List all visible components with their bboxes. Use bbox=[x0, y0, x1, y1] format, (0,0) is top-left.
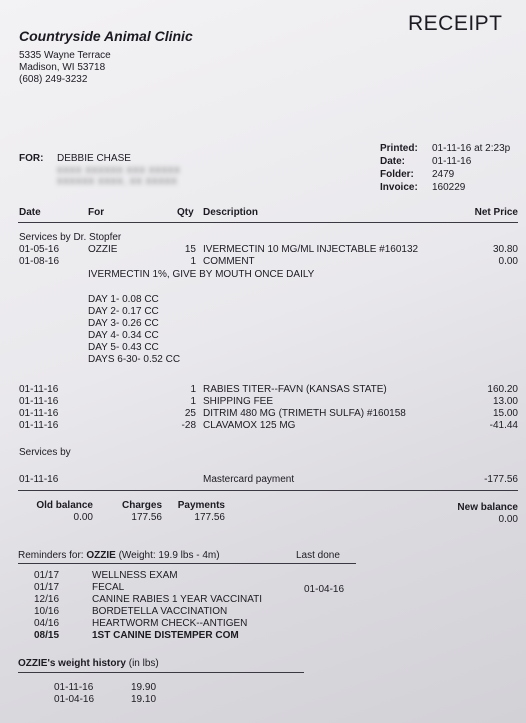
payments-label: Payments bbox=[177, 500, 225, 511]
row-date: 01-05-16 bbox=[19, 244, 60, 255]
dosing-line: DAY 2- 0.17 CC bbox=[88, 306, 159, 317]
weight-date: 01-11-16 bbox=[54, 682, 94, 693]
reminder-name: HEARTWORM CHECK--ANTIGEN bbox=[92, 618, 248, 629]
row-date: 01-11-16 bbox=[19, 474, 59, 485]
row-date: 01-11-16 bbox=[19, 420, 59, 431]
reminder-name: WELLNESS EXAM bbox=[92, 570, 178, 581]
section-heading: Services by Dr. Stopfer bbox=[19, 232, 122, 243]
dosing-line: DAYS 6-30- 0.52 CC bbox=[88, 354, 181, 365]
row-qty: 1 bbox=[190, 256, 196, 267]
reminder-name: 1ST CANINE DISTEMPER COM bbox=[92, 630, 239, 641]
clinic-phone: (608) 249-3232 bbox=[19, 74, 88, 85]
customer-address-redacted-line1: XXXX XXXXXX XXX XXXXX bbox=[57, 166, 181, 175]
row-price: 13.00 bbox=[492, 396, 518, 407]
row-description: COMMENT bbox=[203, 256, 255, 267]
weight-history-divider bbox=[18, 672, 304, 673]
printed-label: Printed: bbox=[380, 143, 418, 154]
row-price: 30.80 bbox=[492, 244, 518, 255]
clinic-name: Countryside Animal Clinic bbox=[19, 28, 193, 44]
reminders-weight: (Weight: 19.9 lbs - 4m) bbox=[118, 550, 220, 561]
row-qty: 1 bbox=[190, 384, 196, 395]
row-description: CLAVAMOX 125 MG bbox=[203, 420, 296, 431]
row-description: Mastercard payment bbox=[203, 474, 295, 485]
comment-text: IVERMECTIN 1%, GIVE BY MOUTH ONCE DAILY bbox=[88, 269, 315, 280]
weight-history-unit: (in lbs) bbox=[128, 658, 159, 669]
reminder-due: 01/17 bbox=[34, 582, 60, 593]
clinic-address-line1: 5335 Wayne Terrace bbox=[19, 50, 111, 61]
reminders-divider bbox=[18, 563, 356, 564]
reminder-due: 08/15 bbox=[34, 630, 60, 641]
dosing-line: DAY 5- 0.43 CC bbox=[88, 342, 159, 353]
row-date: 01-08-16 bbox=[19, 256, 60, 267]
reminder-due: 12/16 bbox=[34, 594, 60, 605]
reminder-name: CANINE RABIES 1 YEAR VACCINATI bbox=[92, 594, 263, 605]
clinic-address-line2: Madison, WI 53718 bbox=[19, 62, 106, 73]
new-balance-label: New balance bbox=[457, 502, 518, 513]
charges-label: Charges bbox=[121, 500, 162, 511]
row-date: 01-11-16 bbox=[19, 408, 59, 419]
row-qty: 15 bbox=[184, 244, 196, 255]
row-qty: 25 bbox=[184, 408, 196, 419]
weight-value: 19.10 bbox=[131, 694, 157, 705]
charges-value: 177.56 bbox=[131, 512, 162, 523]
weight-history-title: OZZIE's weight history bbox=[18, 658, 126, 669]
reminder-due: 01/17 bbox=[34, 570, 60, 581]
reminders-label: Reminders for: bbox=[18, 550, 84, 561]
row-qty: -28 bbox=[181, 420, 196, 431]
header-divider bbox=[18, 222, 518, 223]
col-description: Description bbox=[203, 207, 259, 218]
col-net-price: Net Price bbox=[474, 207, 518, 218]
row-qty: 1 bbox=[190, 396, 196, 407]
row-price: 160.20 bbox=[487, 384, 518, 395]
reminder-due: 10/16 bbox=[34, 606, 60, 617]
row-price: -177.56 bbox=[484, 474, 518, 485]
document-title: RECEIPT bbox=[408, 12, 503, 35]
totals-divider bbox=[18, 490, 518, 491]
section-heading: Services by bbox=[19, 447, 71, 458]
customer-name: DEBBIE CHASE bbox=[57, 153, 131, 164]
row-description: RABIES TITER--FAVN (KANSAS STATE) bbox=[203, 384, 387, 395]
for-label: FOR: bbox=[19, 153, 44, 164]
payments-value: 177.56 bbox=[194, 512, 225, 523]
folder-value: 2479 bbox=[432, 169, 455, 180]
weight-date: 01-04-16 bbox=[54, 694, 95, 705]
last-done-label: Last done bbox=[296, 550, 340, 561]
row-price: 15.00 bbox=[492, 408, 518, 419]
date-label: Date: bbox=[380, 156, 406, 167]
reminder-last-done: 01-04-16 bbox=[304, 584, 345, 595]
row-for: OZZIE bbox=[88, 244, 118, 255]
reminder-name: BORDETELLA VACCINATION bbox=[92, 606, 228, 617]
row-price: -41.44 bbox=[489, 420, 518, 431]
col-for: For bbox=[88, 207, 105, 218]
date-value: 01-11-16 bbox=[432, 156, 472, 167]
reminder-name: FECAL bbox=[92, 582, 125, 593]
reminder-due: 04/16 bbox=[34, 618, 60, 629]
col-qty: Qty bbox=[177, 207, 194, 218]
row-description: SHIPPING FEE bbox=[203, 396, 274, 407]
col-date: Date bbox=[19, 207, 41, 218]
invoice-value: 160229 bbox=[432, 182, 466, 193]
row-date: 01-11-16 bbox=[19, 384, 59, 395]
new-balance-value: 0.00 bbox=[498, 514, 518, 525]
old-balance-value: 0.00 bbox=[73, 512, 93, 523]
invoice-label: Invoice: bbox=[380, 182, 418, 193]
weight-value: 19.90 bbox=[131, 682, 157, 693]
dosing-line: DAY 3- 0.26 CC bbox=[88, 318, 159, 329]
row-description: IVERMECTIN 10 MG/ML INJECTABLE #160132 bbox=[203, 244, 419, 255]
reminders-header bbox=[18, 550, 220, 561]
old-balance-label: Old balance bbox=[36, 500, 93, 511]
dosing-line: DAY 4- 0.34 CC bbox=[88, 330, 159, 341]
folder-label: Folder: bbox=[380, 169, 414, 180]
dosing-line: DAY 1- 0.08 CC bbox=[88, 294, 159, 305]
reminders-pet: OZZIE bbox=[86, 550, 116, 561]
row-date: 01-11-16 bbox=[19, 396, 59, 407]
weight-history-header bbox=[18, 658, 159, 669]
printed-value: 01-11-16 at 2:23p bbox=[432, 143, 511, 154]
row-price: 0.00 bbox=[498, 256, 518, 267]
row-description: DITRIM 480 MG (TRIMETH SULFA) #160158 bbox=[203, 408, 406, 419]
customer-address-redacted-line2: XXXXXX XXXX, XX XXXXX bbox=[57, 177, 178, 186]
